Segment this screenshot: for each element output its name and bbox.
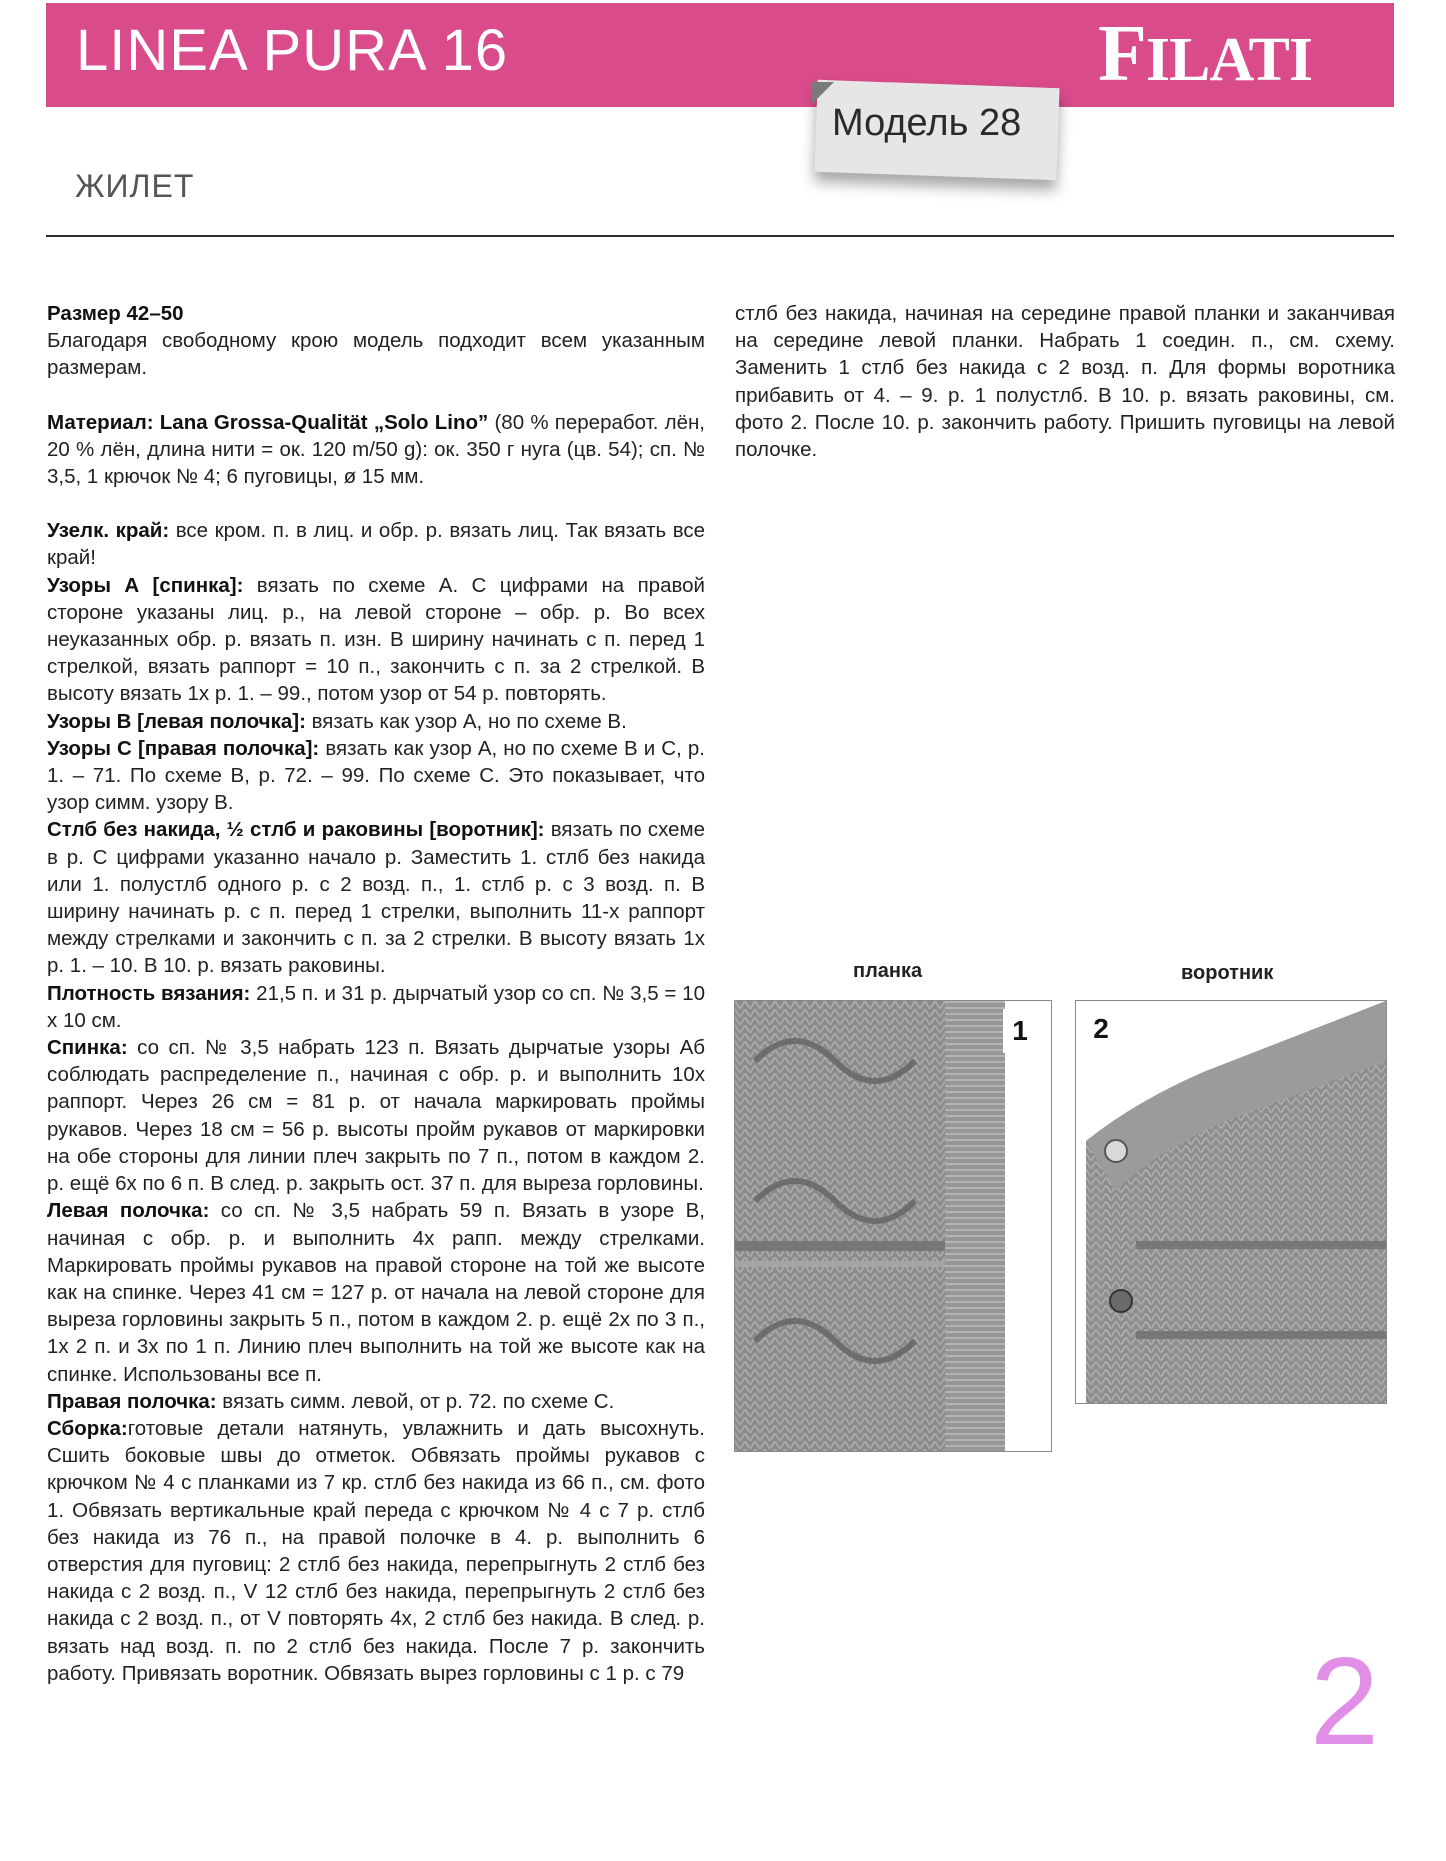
photo-2-caption: воротник [1181,962,1274,984]
left-front-paragraph [47,1197,705,1387]
gauge-text: 21,5 п. и 31 р. дырчатый узор со сп. № 3,5 = 10 x 10 см. [47,981,705,1032]
pattern-b-text: вязать как узор А, но по схеме В. [305,709,627,733]
crochet-band [945,1001,1005,1451]
photo-2-knit-collar [1075,1000,1387,1404]
edge-paragraph [47,517,705,571]
back-text: со сп. № 3,5 набрать 123 п. Вязать дырчатые узоры Аб соблюдать распределение п., начиная с обр. р. и выполнить 10x раппорт. Через 26 см = 81 р. от начала маркировать проймы рукавов. Через 18 см = 56 р. высоты пройм рукавов от маркировки на обе стороны для линии плеч закрыть по 7 п., потом в каждом 2. р. ещё 6x по 6 п. В след. р. закрыть ост. 37 п. для выреза горловины. [47,1036,705,1196]
pattern-c-paragraph [47,735,705,817]
size-paragraph [47,300,705,327]
button-lower [1110,1290,1132,1312]
assembly-text: готовые детали натянуть, увлажнить и дать высохнуть. Сшить боковые швы до отметок. Обвязать проймы рукавов с крючком № 4 с планками из 7 кр. стлб без накида из 66 п., см. фото 1. Обвязать вертикальные край переда с крючком № 4 с 7 р. стлб без накида из 76 п., на правой полочке в 4. р. выполнить 6 отверстия для пуговиц: 2 стлб без накида, перепрыгнуть 2 стлб без накида с 2 возд. п., V 12 стлб без накида, перепрыгнуть 2 стлб без накида с 2 возд. п., от V повторять 4x, 2 стлб без накида. В след. р. вязать над возд. п. по 2 стлб без накида. После 7 р. закончить работу. Привязать воротник. Обвязать вырез горловины с 1 р. с 79 [47,1416,705,1685]
left-front-text: со сп. № 3,5 набрать 59 п. Вязать в узоре В, начиная с обр. р. и выполнить 4x рапп. между стрелками. Маркировать проймы рукавов на правой стороне на той же высоте как на спинке. Через 41 см = 127 р. от начала на левой стороне для выреза горловины закрыть 5 п., потом в каждом 2. р. ещё 2x по 3 п., 1x 2 п. и 3x по 1 п. Линию плеч выполнить на той же высоте как на спинке. Использованы все п. [47,1199,705,1386]
material-text: (80 % переработ. лён, 20 % лён, длина нити = ок. 120 m/50 g): ок. 350 г нуга (цв. 54); сп. № 3,5, 1 крючок № 4; 6 пуговицы, ø 15 мм. [47,410,705,489]
model-label: Модель 28 [832,102,1022,144]
series-title: LINEA PURA 16 [76,18,509,83]
collar-paragraph [47,816,705,979]
right-text-column [735,300,1395,463]
header-divider [46,235,1394,237]
photo-1-knit-band [734,1000,1052,1452]
gauge-paragraph [47,980,705,1034]
edge-text: все кром. п. в лиц. и обр. р. вязать лиц. Так вязать все край! [47,519,706,570]
page-number: 2 [1310,1633,1379,1771]
continuation-text: стлб без накида, начиная на середине правой планки и заканчивая на середине левой планки. Набрать 1 соедин. п., см. схему. Заменить 1 стлб без накида с 2 возд. п. Для формы воротника прибавить от 4. – 9. р. 1 полустлб. В 10. р. вязать раковины, см. фото 2. После 10. р. закончить работу. Пришить пуговицы на левой полочке. [735,302,1395,462]
pattern-c-heading: Узоры С [правая полочка]: [47,736,320,760]
right-front-heading: Правая полочка: [47,1389,217,1413]
back-paragraph [47,1034,705,1197]
back-heading: Спинка: [47,1036,128,1060]
brand-logo-initial: F [1098,10,1146,98]
right-front-paragraph [47,1388,705,1415]
photo-2-image [1076,1001,1386,1403]
photo-1-image [735,1001,1051,1451]
material-paragraph [47,409,705,491]
edge-heading: Узелк. край: [47,519,170,543]
pattern-c-text: вязать как узор А, но по схеме В и С, р. 1. – 71. По схеме В, р. 72. – 99. По схеме С. Это показывает, что узор симм. узору В. [47,736,705,815]
button-upper [1105,1140,1127,1162]
left-front-heading: Левая полочка: [47,1199,210,1223]
pattern-a-paragraph [47,572,705,708]
pattern-a-text: вязать по схеме А. С цифрами на правой стороне указаны лиц. р., на левой стороне – обр. р. Во всех неуказанных обр. р. вязать п. изн. В ширину начинать с п. перед 1 стрелкой, вязать раппорт = 10 п., закончить с п. за 2 стрелкой. В высоту вязать 1x р. 1. – 99., потом узор от 54 р. повторять. [47,573,705,706]
photo-1-number: 1 [1003,1009,1037,1053]
brand-logo [1098,10,1313,98]
collar-text: вязать по схеме в р. С цифрами указанно начало р. Заместить 1. стлб без накида или 1. полустлб одного р. с 2 возд. п., 1. стлб р. с 3 возд. п. В ширину начинать р. с п. перед 1 стрелки, выполнить 11-х раппорт между стрелками и закончить с п. за 2 стрелки. В высоту вязать 1x р. 1. – 10. В 10. р. вязать раковины. [47,818,706,978]
gauge-heading: Плотность вязания: [47,981,251,1005]
pattern-a-heading: Узоры А [спинка]: [47,573,244,597]
size-heading: Размер 42–50 [47,302,184,325]
size-text: Благодаря свободному крою модель подходит всем указанным размерам. [47,329,705,380]
left-text-column [47,300,705,1687]
photo-2-number: 2 [1084,1007,1118,1051]
document-title: ЖИЛЕТ [75,168,195,204]
assembly-paragraph [47,1415,705,1687]
collar-heading: Стлб без накида, ½ стлб и раковины [воротник]: [47,818,545,842]
pattern-b-heading: Узоры В [левая полочка]: [47,709,306,733]
pattern-b-paragraph [47,708,705,735]
right-front-text: вязать симм. левой, от р. 72. по схеме С. [216,1389,615,1413]
photo-1-caption: планка [853,960,923,982]
brand-logo-rest: ILATI [1145,26,1313,94]
assembly-heading: Сборка: [47,1416,128,1440]
material-heading: Материал: Lana Grossa-Qualität „Solo Lino” [47,410,489,434]
model-tag-fold [812,82,834,104]
